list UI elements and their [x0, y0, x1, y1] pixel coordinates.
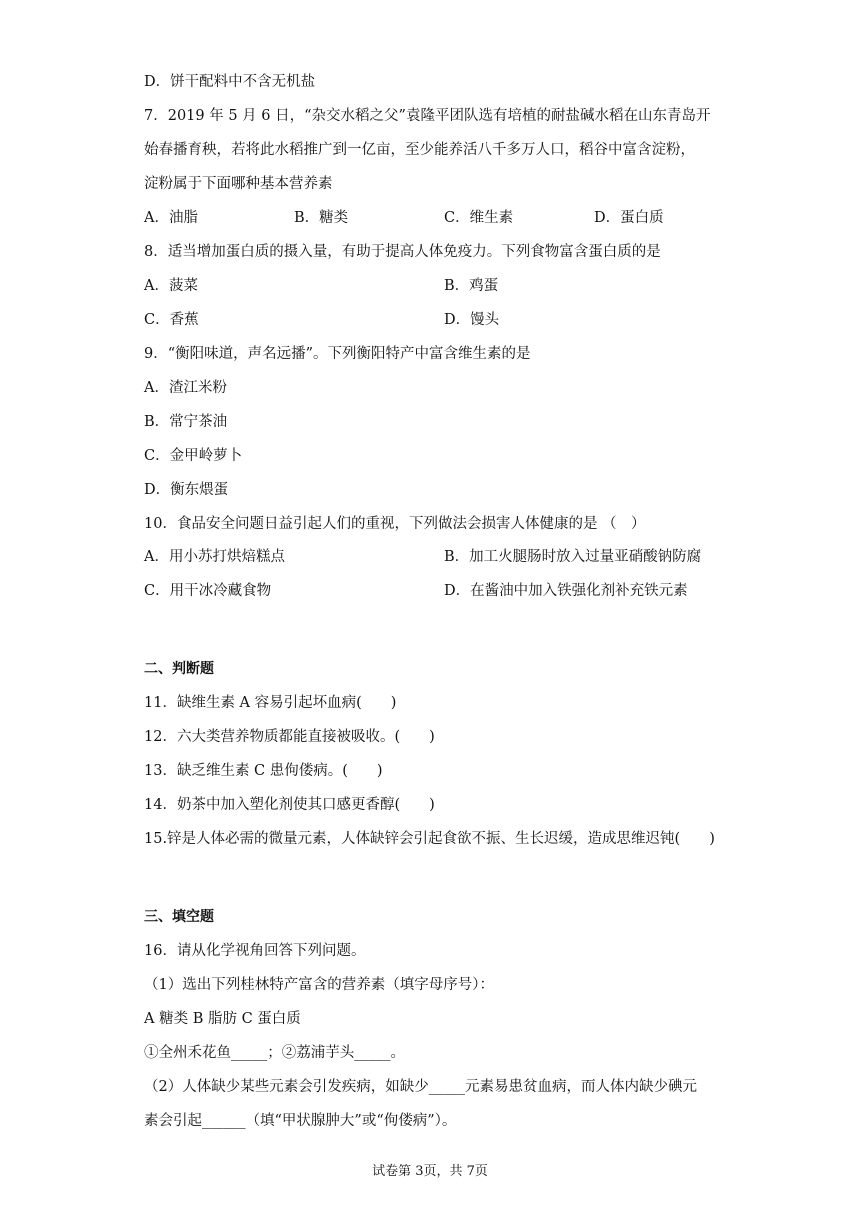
q8-option-b: B．鸡蛋 [444, 278, 499, 294]
judgment-item-11: 11．缺维生素 A 容易引起坏血病( ) [144, 695, 397, 711]
q9-option-a: A．渣江米粉 [144, 380, 227, 396]
q16-blanks-1: ①全州禾花鱼_____；②荔浦芋头_____。 [144, 1045, 405, 1061]
q8-stem: 8．适当增加蛋白质的摄入量，有助于提高人体免疫力。下列食物富含蛋白质的是 [144, 244, 661, 260]
section-2-title: 二、判断题 [144, 661, 214, 677]
q16-part1: （1）选出下列桂林特产富含的营养素（填字母序号）： [144, 977, 494, 993]
q8-option-a: A．菠菜 [144, 278, 198, 294]
q7-stem-line2: 始春播育秧，若将此水稻推广到一亿亩，至少能养活八千多万人口，稻谷中富含淀粉， [144, 142, 695, 158]
q7-stem-line3: 淀粉属于下面哪种基本营养素 [144, 176, 333, 192]
q7-option-b: B．糖类 [294, 210, 349, 226]
q16-choices: A 糖类 B 脂肪 C 蛋白质 [144, 1011, 301, 1027]
q7-stem-line1: 7．2019 年 5 月 6 日，“杂交水稻之父”袁隆平团队选有培植的耐盐碱水稻在山东青岛开 [144, 108, 711, 124]
q7-option-a: A．油脂 [144, 210, 198, 226]
q8-option-d: D．馒头 [444, 312, 500, 328]
q10-option-b: B．加工火腿肠时放入过量亚硝酸钠防腐 [444, 549, 702, 565]
judgment-item-14: 14．奶茶中加入塑化剂使其口感更香醇( ) [144, 797, 435, 813]
judgment-item-15: 15.锌是人体必需的微量元素，人体缺锌会引起食欲不振、生长迟缓，造成思维迟钝( ) [144, 831, 715, 847]
q7-option-d: D．蛋白质 [594, 210, 664, 226]
q8-option-c: C．香蕉 [144, 312, 199, 328]
q16-part2-line2: 素会引起______（填“甲状腺肿大”或“佝偻病”）。 [144, 1113, 457, 1129]
q7-option-c: C．维生素 [444, 210, 514, 226]
section-3-title: 三、填空题 [144, 909, 214, 925]
q9-stem: 9．“衡阳味道，声名远播”。下列衡阳特产中富含维生素的是 [144, 346, 531, 362]
judgment-item-13: 13．缺乏维生素 C 患佝偻病。( ) [144, 763, 383, 779]
q9-option-d: D．衡东煨蛋 [144, 482, 229, 498]
judgment-item-12: 12．六大类营养物质都能直接被吸收。( ) [144, 729, 435, 745]
page-footer: 试卷第 3页，共 7页 [372, 1164, 488, 1179]
q10-option-d: D．在酱油中加入铁强化剂补充铁元素 [444, 583, 688, 599]
q16-stem: 16．请从化学视角回答下列问题。 [144, 943, 366, 959]
q10-stem: 10．食品安全问题日益引起人们的重视，下列做法会损害人体健康的是 （ ） [144, 516, 646, 532]
q10-option-a: A．用小苏打烘焙糕点 [144, 549, 285, 565]
q9-option-b: B．常宁茶油 [144, 414, 228, 430]
q10-option-c: C．用干冰冷藏食物 [144, 583, 272, 599]
q6-option-d: D．饼干配料中不含无机盐 [144, 74, 316, 90]
q9-option-c: C．金甲岭萝卜 [144, 448, 243, 464]
q16-part2-line1: （2）人体缺少某些元素会引发疾病，如缺少_____元素易患贫血病，而人体内缺少碘元 [144, 1079, 697, 1095]
